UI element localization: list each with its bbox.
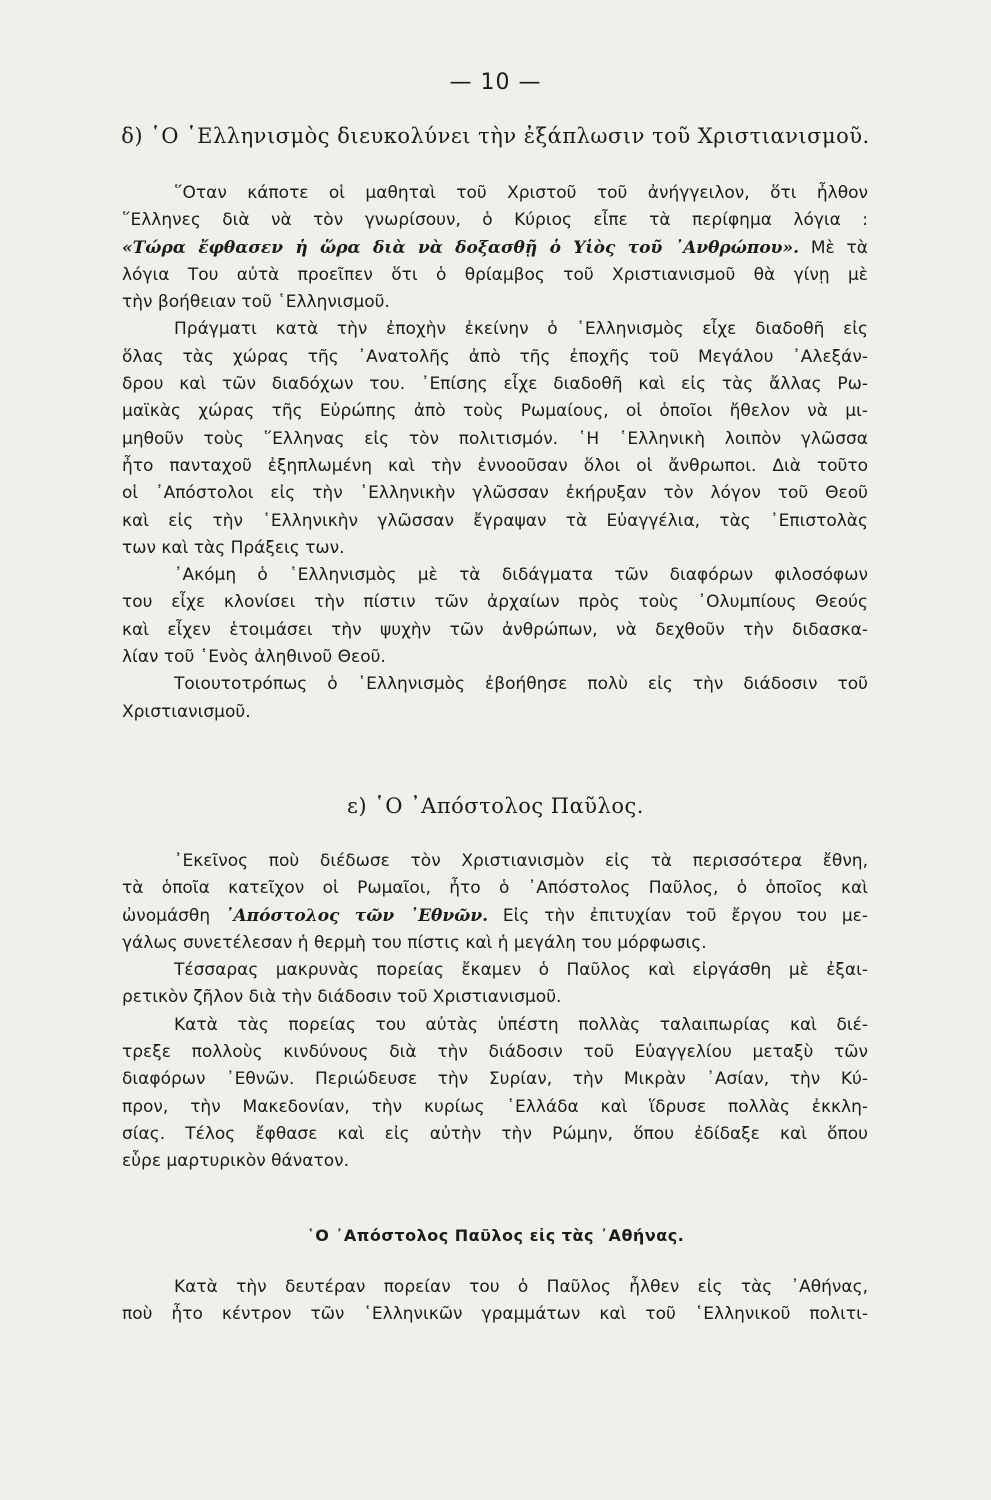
text-line: σίας. Τέλος ἔφθασε καὶ εἰς αὐτὴν τὴν Ρώμην, ὅπου ἐδίδαξε καὶ ὅπου <box>122 1123 868 1144</box>
text-line: λόγια Του αὐτὰ προεῖπεν ὅτι ὁ θρίαμβος τοῦ Χριστιανισμοῦ θὰ γίνῃ μὲ <box>122 264 868 285</box>
text-line <box>122 903 868 930</box>
section-heading-delta: δ) ῾Ο ῾Ελληνισμὸς διευκολύνει τὴν ἐξάπλωσιν τοῦ Χριστιανισμοῦ. <box>121 124 870 148</box>
text-line: ρετικὸν ζῆλον διὰ τὴν διάδοσιν τοῦ Χριστιανισμοῦ. <box>122 987 562 1008</box>
paragraph <box>122 562 868 671</box>
text-line: Κατὰ τὴν δευτέραν πορείαν του ὁ Παῦλος ἦλθεν εἰς τὰς ᾽Αθήνας, <box>174 1277 868 1297</box>
text-fragment: Μὲ τὰ <box>799 237 868 258</box>
text-line: τρεξε πολλοὺς κινδύνους διὰ τὴν διάδοσιν τοῦ Εὐαγγελίου μεταξὺ τῶν <box>122 1042 868 1063</box>
text-line <box>122 235 868 262</box>
text-line: ῞Ελληνες διὰ νὰ τὸν γνωρίσουν, ὁ Κύριος εἶπε τὰ περίφημα λόγια : <box>122 210 868 231</box>
text-line: ῞Οταν κάποτε οἱ μαθηταὶ τοῦ Χριστοῦ τοῦ ἀνήγγειλον, ὅτι ἦλθον <box>174 183 868 203</box>
text-line: ὅλας τὰς χώρας τῆς ᾽Ανατολῆς ἀπὸ τῆς ἐποχῆς τοῦ Μεγάλου ᾽Αλεξάν- <box>122 346 868 367</box>
text-line: Πράγματι κατὰ τὴν ἐποχὴν ἐκείνην ὁ ῾Ελληνισμὸς εἶχε διαδοθῆ εἰς <box>174 319 868 340</box>
text-line: οἱ ᾽Απόστολοι εἰς τὴν ῾Ελληνικὴν γλῶσσαν ἐκήρυξαν τὸν λόγον τοῦ Θεοῦ <box>122 483 868 504</box>
text-line: τὰ ὁποῖα κατεῖχον οἱ Ρωμαῖοι, ἦτο ὁ ᾽Απόστολος Παῦλος, ὁ ὁποῖος καὶ <box>122 878 868 899</box>
text-line: Κατὰ τὰς πορείας του αὐτὰς ὑπέστη πολλὰς ταλαιπωρίας καὶ διέ- <box>174 1014 868 1035</box>
text-line: λίαν τοῦ ῾Ενὸς ἀληθινοῦ Θεοῦ. <box>122 647 386 668</box>
section-epsilon-body <box>122 848 868 1176</box>
text-line: γάλως συνετέλεσαν ἡ θερμὴ του πίστις καὶ ἡ μεγάλη του μόρφωσις. <box>122 932 707 953</box>
text-line: καὶ εἶχεν ἑτοιμάσει τὴν ψυχὴν τῶν ἀνθρώπων, νὰ δεχθοῦν τὴν διδασκα- <box>122 619 868 640</box>
page-number: — 10 — <box>449 70 542 95</box>
title-italic: ᾽Απόστολος τῶν ᾽Εθνῶν. <box>224 905 489 926</box>
text-line: Χριστιανισμοῦ. <box>122 701 251 722</box>
paragraph <box>122 316 868 562</box>
paragraph <box>122 180 868 316</box>
text-line: του εἶχε κλονίσει τὴν πίστιν τῶν ἀρχαίων πρὸς τοὺς ᾽Ολυμπίους Θεούς <box>122 592 868 613</box>
text-fragment: ὠνομάσθη <box>122 905 225 926</box>
subsection-heading-athens: ῾Ο ᾽Απόστολος Παῦλος εἰς τὰς ᾽Αθήνας. <box>306 1226 685 1245</box>
text-line: διαφόρων ᾽Εθνῶν. Περιώδευσε τὴν Συρίαν, τὴν Μικρὰν ᾽Ασίαν, τὴν Κύ- <box>122 1069 868 1090</box>
text-line: δρου καὶ τῶν διαδόχων του. ᾽Επίσης εἶχε διαδοθῆ καὶ εἰς τὰς ἄλλας Ρω- <box>122 374 868 395</box>
text-line: τὴν βοήθειαν τοῦ ῾Ελληνισμοῦ. <box>122 292 390 313</box>
paragraph <box>122 671 868 726</box>
text-line: ᾽Ακόμη ὁ ῾Ελληνισμὸς μὲ τὰ διδάγματα τῶν διαφόρων φιλοσόφων <box>174 565 868 586</box>
text-line: Τέσσαρας μακρυνὰς πορείας ἔκαμεν ὁ Παῦλος καὶ εἰργάσθη μὲ ἐξαι- <box>174 960 868 981</box>
text-line: εὗρε μαρτυρικὸν θάνατον. <box>122 1151 350 1172</box>
text-fragment: Εἰς τὴν ἐπιτυχίαν τοῦ ἔργου του με- <box>488 905 868 926</box>
paragraph <box>122 1274 868 1329</box>
text-line: καὶ εἰς τὴν ῾Ελληνικὴν γλῶσσαν ἔγραψαν τὰ Εὐαγγέλια, τὰς ᾽Επιστολὰς <box>122 510 868 531</box>
section-heading-epsilon: ε) ῾Ο ᾽Απόστολος Παῦλος. <box>347 794 644 818</box>
section-delta-body <box>122 180 868 726</box>
text-line: ᾽Εκεῖνος ποὺ διέδωσε τὸν Χριστιανισμὸν εἰς τὰ περισσότερα ἔθνη, <box>174 851 868 871</box>
text-line: των καὶ τὰς Πράξεις των. <box>122 537 345 558</box>
text-line: μαϊκὰς χώρας τῆς Εὐρώπης ἀπὸ τοὺς Ρωμαίους, οἱ ὁποῖοι ἤθελον νὰ μι- <box>122 401 868 422</box>
text-line: ποὺ ἦτο κέντρον τῶν ῾Ελληνικῶν γραμμάτων καὶ τοῦ ῾Ελληνικοῦ πολιτι- <box>122 1304 868 1325</box>
text-line: ἦτο πανταχοῦ ἐξηπλωμένη καὶ τὴν ἐννοοῦσαν ὅλοι οἱ ἄνθρωποι. Διὰ τοῦτο <box>122 455 868 476</box>
text-line: Τοιουτοτρόπως ὁ ῾Ελληνισμὸς ἐβοήθησε πολὺ εἰς τὴν διάδοσιν τοῦ <box>174 674 868 695</box>
paragraph <box>122 1012 868 1176</box>
text-line: μηθοῦν τοὺς ῞Ελληνας εἰς τὸν πολιτισμόν. ῾Η ῾Ελληνικὴ λοιπὸν γλῶσσα <box>122 428 868 449</box>
paragraph <box>122 848 868 957</box>
text-line: προν, τὴν Μακεδονίαν, τὴν κυρίως ῾Ελλάδα καὶ ἵδρυσε πολλὰς ἐκκλη- <box>122 1096 868 1117</box>
quote-italic: «Τώρα ἔφθασεν ἡ ὥρα διὰ νὰ δοξασθῇ ὁ Υἱὸς τοῦ ᾽Ανθρώπου». <box>122 237 800 258</box>
section-athens-body <box>122 1274 868 1329</box>
paragraph <box>122 957 868 1012</box>
